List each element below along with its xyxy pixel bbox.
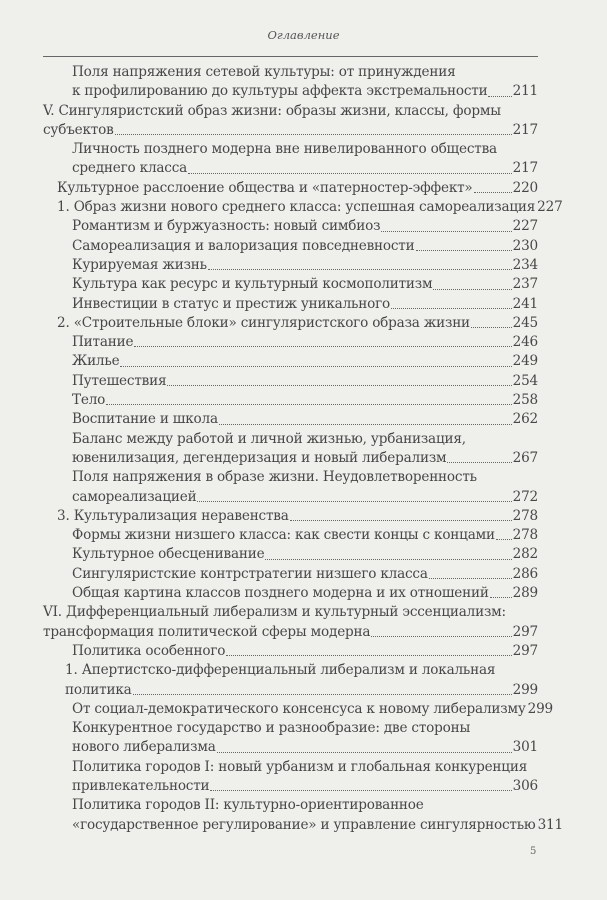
toc-entry (43, 642, 538, 661)
toc-page-number: 267 (512, 449, 538, 466)
toc-entry-line (72, 430, 538, 449)
toc-entry-line (72, 217, 538, 236)
toc-page-number: 234 (512, 256, 538, 273)
toc-entry-line (72, 237, 538, 256)
dot-leader (391, 295, 512, 314)
dot-leader (120, 352, 511, 371)
dot-leader (371, 623, 511, 642)
toc-entry-title: Сингуляристские контрстратегии низшего класса (72, 565, 428, 582)
toc-page-number: 246 (512, 334, 538, 351)
dot-leader (134, 333, 511, 352)
toc-entry-line (72, 584, 538, 603)
toc-entry-title: Формы жизни низшего класса: как свести концы с концами (72, 527, 495, 544)
toc-entry-line (72, 391, 538, 410)
toc-page-number: 282 (512, 546, 538, 563)
toc-entry (43, 603, 538, 642)
toc-entry-title: Политика городов I: новый урбанизм и глобальная конкуренция (72, 758, 528, 775)
toc-entry-line (65, 681, 538, 700)
toc-entry-line (72, 642, 538, 661)
toc-entry-title: субъектов (43, 121, 114, 138)
dot-leader (167, 372, 511, 391)
dot-leader (188, 159, 512, 178)
toc-entry (43, 237, 538, 256)
toc-entry (43, 352, 538, 371)
toc-entry-title: От социал-демократического консенсуса к новому либерализму (72, 700, 526, 717)
toc-entry-title: 1. Апертистско-дифференциальный либерализм и локальная (65, 662, 496, 679)
toc-entry (43, 333, 538, 352)
dot-leader (208, 256, 512, 275)
toc-entry (43, 526, 538, 545)
toc-entry-title: Самореализация и валоризация повседневности (72, 237, 415, 254)
toc-page-number: 211 (512, 83, 538, 100)
toc-entry (43, 565, 538, 584)
toc-page-number: 237 (512, 276, 538, 293)
toc-entry-title: Поля напряжения сетевой культуры: от принуждения (72, 64, 456, 80)
dot-leader (496, 526, 512, 545)
toc-entry (43, 507, 538, 526)
toc-page-number: 306 (512, 777, 538, 794)
toc-entry-line (43, 603, 538, 622)
toc-page-number: 254 (512, 372, 538, 389)
toc-entry-title: Политика городов II: культурно-ориентированное (72, 797, 424, 814)
toc-entry-line (57, 198, 563, 217)
toc-page-number: 217 (512, 160, 538, 177)
toc-entry-line (72, 719, 538, 738)
toc-entry (43, 410, 538, 429)
dot-leader (416, 237, 512, 256)
toc-entry-title: трансформация политической сферы модерна (43, 623, 371, 640)
toc-page-number: 262 (512, 411, 538, 428)
toc-entry-title: Инвестиции в статус и престиж уникального (72, 295, 390, 312)
toc-entry-title: Личность позднего модерна вне нивелированного общества (72, 141, 497, 158)
toc-entry (43, 275, 538, 294)
toc-page-number: 220 (512, 179, 538, 196)
dot-leader (429, 565, 512, 584)
toc-page-number: 278 (512, 507, 538, 524)
toc-entry-line (65, 661, 538, 680)
toc-entry-line (72, 82, 538, 101)
dot-leader (226, 642, 511, 661)
toc-entry (43, 468, 538, 507)
toc-entry-line (72, 256, 538, 275)
toc-entry-line (43, 623, 538, 642)
toc-entry-title: Политика особенного (72, 642, 226, 659)
toc-entry-line (72, 352, 538, 371)
toc-entry-title: Культура как ресурс и культурный космополитизм (72, 276, 433, 293)
running-header: Оглавление (267, 28, 340, 42)
toc-entry (43, 295, 538, 314)
toc-entry (43, 719, 538, 758)
toc-entry-line (72, 140, 538, 159)
toc-entry (43, 198, 563, 217)
dot-leader (490, 584, 512, 603)
toc-entry (43, 796, 563, 835)
toc-entry-title: среднего класса (72, 160, 188, 177)
toc-entry-title: ювенилизация, дегендеризация и новый либерализм (72, 449, 447, 466)
toc-entry (43, 314, 538, 333)
dot-leader (133, 681, 512, 700)
toc-entry-line (72, 738, 538, 757)
toc-entry-title: Баланс между работой и личной жизнью, урбанизация, (72, 430, 466, 447)
toc-entry-line (72, 333, 538, 352)
dot-leader (433, 275, 511, 294)
toc-entry-line (43, 102, 538, 121)
toc-entry-line (72, 468, 538, 487)
toc-entry-line (72, 159, 538, 178)
toc-entry (43, 179, 538, 198)
toc-page-number: 297 (512, 623, 538, 640)
toc-entry-title: Воспитание и школа (72, 411, 218, 428)
dot-leader (106, 391, 512, 410)
toc-entry-title: к профилированию до культуры аффекта экстремальности (72, 83, 488, 100)
toc-entry-title: нового либерализма (72, 739, 216, 756)
toc-entry-title: 3. Культурализация неравенства (57, 507, 289, 524)
toc-page-number: 299 (512, 681, 538, 698)
toc-page-number: 230 (512, 237, 538, 254)
toc-entry-line (72, 63, 538, 82)
toc-entry (43, 661, 538, 700)
toc-entry-line (72, 295, 538, 314)
toc-entry (43, 217, 538, 236)
toc-page-number: 217 (512, 121, 538, 138)
toc-entry-title: Тело (72, 392, 106, 409)
toc-page-number: 297 (512, 642, 538, 659)
toc-entry-line (72, 449, 538, 468)
toc-page-number: 272 (512, 488, 538, 505)
toc-page-number: 299 (527, 700, 554, 717)
toc-entry-line (72, 488, 538, 507)
toc-entry-line (72, 796, 538, 815)
toc-entry-title: Общая картина классов позднего модерна и их отношений (72, 585, 489, 602)
toc-entry-title: Питание (72, 334, 134, 351)
toc-entry-title: Культурное обесценивание (72, 546, 265, 563)
toc-page-number: 249 (512, 353, 538, 370)
toc-entry-line (72, 275, 538, 294)
toc-page-number: 258 (512, 392, 538, 409)
toc-entry-title: привлекательности (72, 777, 210, 794)
toc-entry-line (72, 777, 538, 796)
toc-page-number: 301 (512, 739, 538, 756)
toc-entry (43, 430, 538, 469)
toc-entry (43, 102, 538, 141)
toc-entry-line (72, 545, 538, 564)
toc-entry-line (72, 816, 563, 835)
toc-entry (43, 140, 538, 179)
toc-page-number: 245 (512, 314, 538, 331)
toc-entry (43, 391, 538, 410)
toc-page-number: 241 (512, 295, 538, 312)
dot-leader (210, 777, 511, 796)
toc-entry-title: Путешествия (72, 372, 167, 389)
table-of-contents (43, 63, 563, 835)
toc-entry (43, 545, 538, 564)
dot-leader (197, 488, 511, 507)
toc-entry-line (57, 314, 538, 333)
toc-entry-title: политика (65, 681, 132, 698)
toc-entry-title: «государственное регулирование» и управление сингулярностью (72, 816, 536, 833)
toc-entry-line (57, 507, 538, 526)
toc-entry-line (72, 372, 538, 391)
toc-entry-line (72, 700, 554, 719)
toc-entry-title: Романтизм и буржуазность: новый симбиоз (72, 218, 381, 235)
toc-page-number: 227 (512, 218, 538, 235)
toc-entry-title: VI. Дифференциальный либерализм и культурный эссенциализм: (43, 604, 506, 621)
dot-leader (474, 179, 512, 198)
dot-leader (488, 82, 511, 101)
toc-entry-title: Культурное расслоение общества и «патерностер-эффект» (57, 179, 473, 196)
page-number: 5 (530, 846, 537, 857)
toc-entry (43, 758, 538, 797)
toc-page-number: 286 (512, 565, 538, 582)
toc-entry (43, 584, 538, 603)
toc-page-number: 311 (537, 816, 563, 833)
dot-leader (471, 314, 512, 333)
toc-entry-title: самореализацией (72, 488, 197, 505)
toc-entry-line (57, 179, 538, 198)
toc-entry-title: Конкурентное государство и разнообразие: две стороны (72, 720, 471, 737)
dot-leader (115, 121, 512, 140)
dot-leader (290, 507, 512, 526)
dot-leader (219, 410, 512, 429)
toc-entry-title: 2. «Строительные блоки» сингуляристского образа жизни (57, 314, 470, 331)
dot-leader (381, 217, 511, 236)
toc-entry-title: V. Сингуляристский образ жизни: образы жизни, классы, формы (43, 102, 501, 119)
toc-entry (43, 63, 538, 102)
toc-entry-title: Поля напряжения в образе жизни. Неудовлетворенность (72, 469, 477, 486)
toc-entry-line (72, 410, 538, 429)
toc-page-number: 289 (512, 585, 538, 602)
toc-entry-line (72, 758, 538, 777)
toc-entry (43, 372, 538, 391)
toc-entry (43, 700, 554, 719)
toc-entry-line (43, 121, 538, 140)
header-rule (43, 56, 538, 57)
dot-leader (217, 738, 512, 757)
dot-leader (265, 545, 511, 564)
toc-entry (43, 256, 538, 275)
toc-entry-title: Курируемая жизнь (72, 256, 207, 273)
toc-entry-line (72, 565, 538, 584)
toc-entry-title: 1. Образ жизни нового среднего класса: успешная самореализация (57, 199, 536, 216)
toc-entry-line (72, 526, 538, 545)
dot-leader (447, 449, 511, 468)
toc-entry-title: Жилье (72, 353, 120, 370)
toc-page-number: 278 (512, 527, 538, 544)
toc-page-number: 227 (537, 199, 563, 216)
